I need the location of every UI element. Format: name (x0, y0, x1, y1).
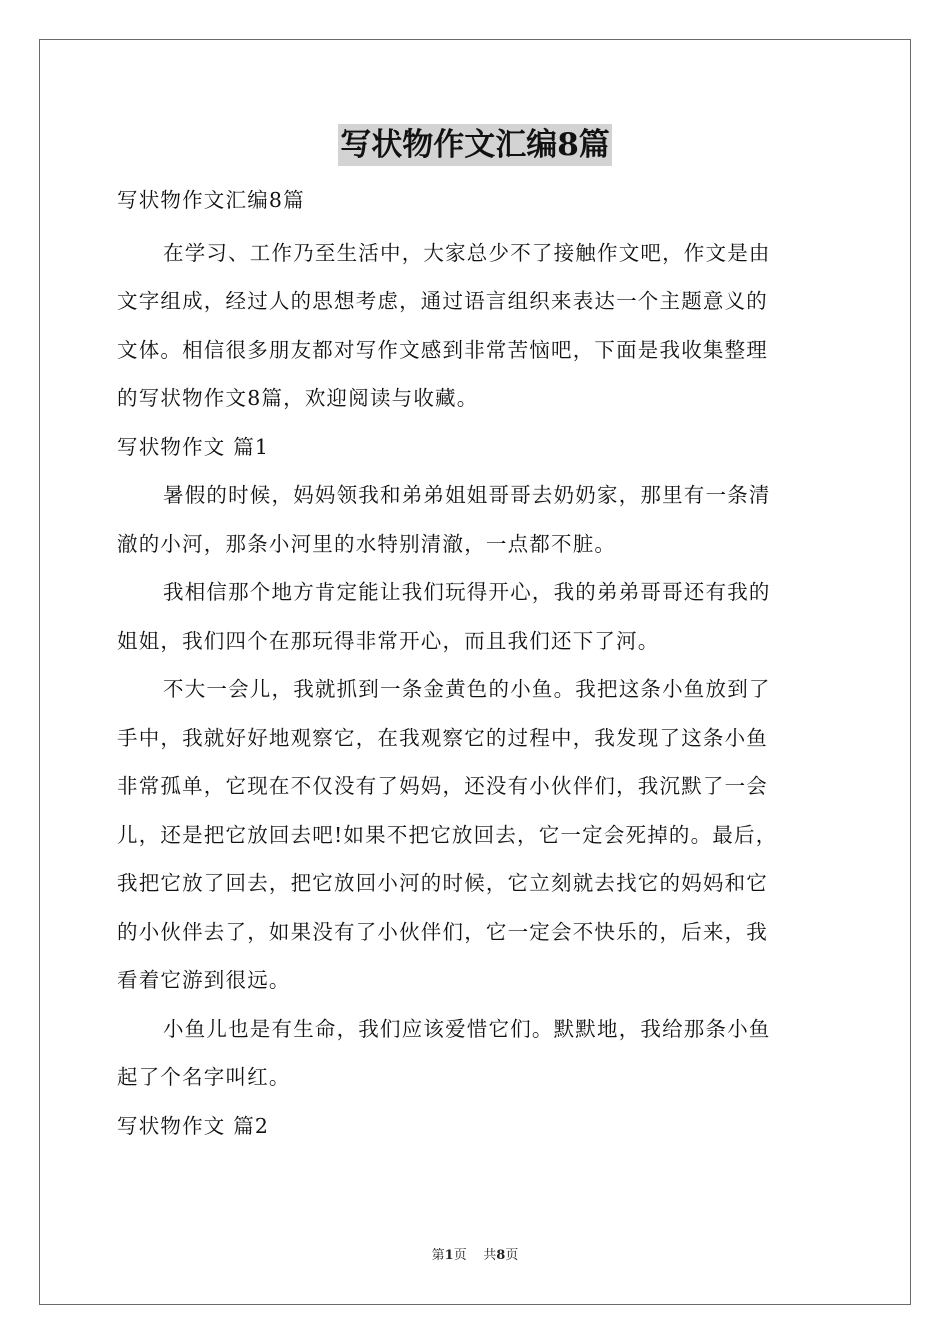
paragraph-line: 不大一会儿，我就抓到一条金黄色的小鱼。我把这条小鱼放到了 (163, 677, 771, 701)
page-footer (0, 1247, 950, 1265)
paragraph-line: 看着它游到很远。 (117, 968, 291, 992)
document-body (117, 176, 835, 1150)
intro-paragraph (117, 229, 835, 423)
section-2-heading: 写状物作文 篇2 (117, 1113, 270, 1138)
document-subtitle: 写状物作文汇编8篇 (117, 188, 305, 212)
intro-line: 文体。相信很多朋友都对写作文感到非常苦恼吧，下面是我收集整理 (117, 337, 768, 362)
total-label-prefix: 共 (483, 1248, 497, 1263)
paragraph-line: 我相信那个地方肯定能让我们玩得开心，我的弟弟哥哥还有我的 (163, 580, 771, 604)
page-number: 1 (444, 1248, 454, 1263)
total-pages: 8 (496, 1248, 506, 1263)
paragraph-line: 手中，我就好好地观察它，在我观察它的过程中，我发现了这条小鱼 (117, 725, 768, 750)
paragraph-line: 非常孤单，它现在不仅没有了妈妈，还没有小伙伴们，我沉默了一会 (117, 774, 768, 798)
paragraph-line: 的小伙伴去了，如果没有了小伙伴们，它一定会不快乐的，后来，我 (117, 919, 768, 944)
section-1-paragraph-3 (117, 665, 835, 1005)
section-1-paragraph-4 (117, 1005, 835, 1102)
page-label-prefix: 第 (431, 1248, 445, 1263)
intro-line: 在学习、工作乃至生活中，大家总少不了接触作文吧，作文是由 (163, 240, 771, 265)
section-1-paragraph-1 (117, 471, 835, 568)
intro-line: 的写状物作文8篇，欢迎阅读与收藏。 (117, 386, 479, 410)
title-container (0, 124, 950, 166)
intro-line: 文字组成，经过人的思想考虑，通过语言组织来表达一个主题意义的 (117, 289, 768, 313)
paragraph-line: 小鱼儿也是有生命，我们应该爱惜它们。默默地，我给那条小鱼 (163, 1016, 771, 1041)
paragraph-line: 暑假的时候，妈妈领我和弟弟姐姐哥哥去奶奶家，那里有一条清 (163, 483, 771, 507)
paragraph-line: 起了个名字叫红。 (117, 1065, 291, 1089)
total-label-suffix: 页 (505, 1248, 519, 1263)
paragraph-line: 儿，还是把它放回去吧!如果不把它放回去，它一定会死掉的。最后， (117, 822, 778, 847)
paragraph-line: 澈的小河，那条小河里的水特别清澈，一点都不脏。 (117, 531, 617, 556)
page-label-suffix: 页 (453, 1248, 467, 1263)
paragraph-line: 姐姐，我们四个在那玩得非常开心，而且我们还下了河。 (117, 628, 660, 653)
paragraph-line: 我把它放了回去，把它放回小河的时候，它立刻就去找它的妈妈和它 (117, 871, 768, 895)
document-title: 写状物作文汇编8篇 (338, 124, 612, 166)
section-1-paragraph-2 (117, 568, 835, 665)
section-1-heading: 写状物作文 篇1 (117, 434, 270, 459)
